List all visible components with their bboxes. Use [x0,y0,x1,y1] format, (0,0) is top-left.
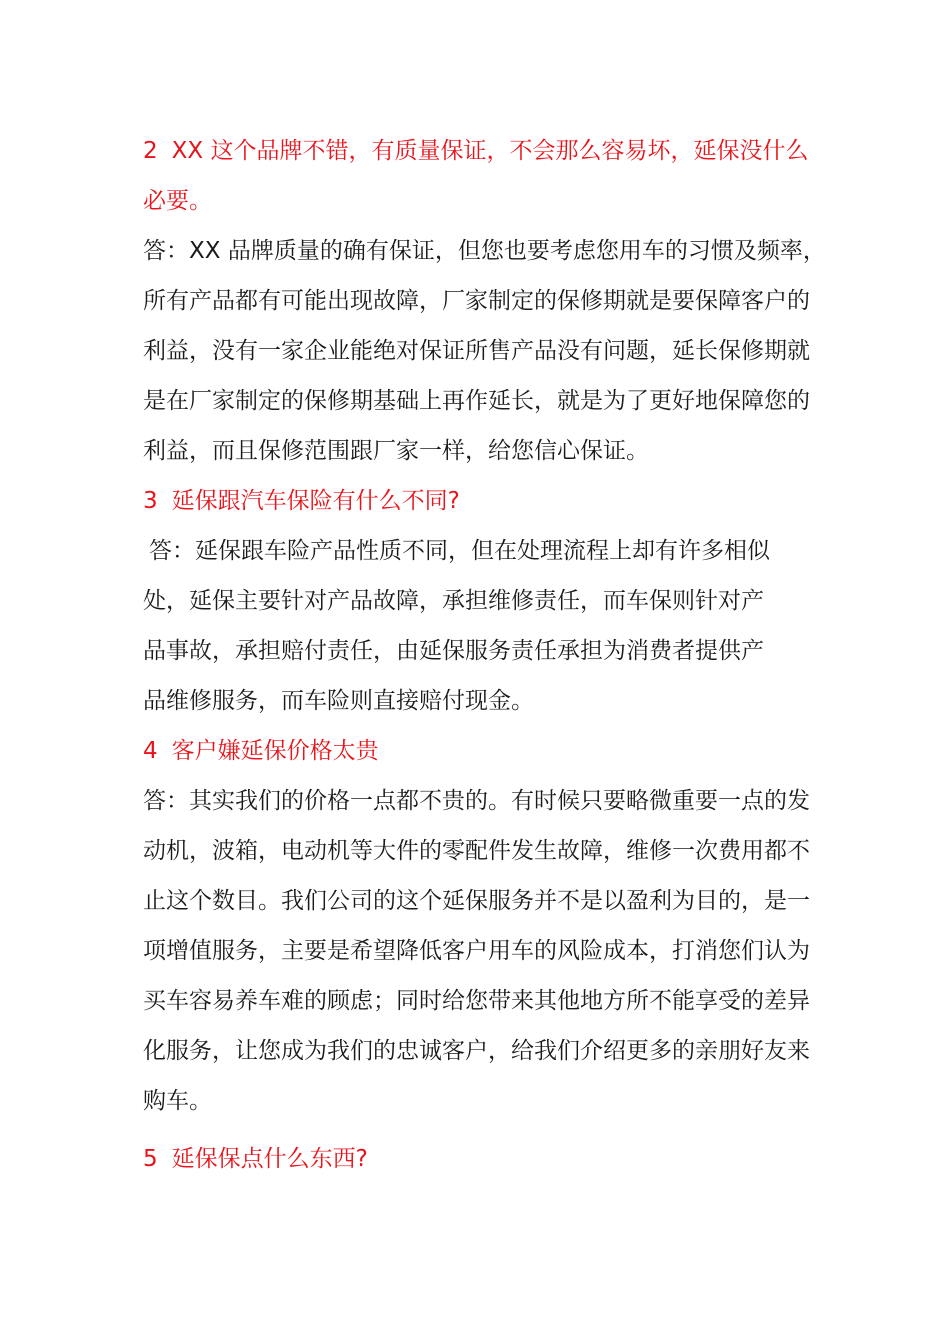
answer-2-line-5: 利益，而且保修范围跟厂家一样，给您信心保证。 [143,438,649,464]
answer-3-line-4: 品维修服务，而车险则直接赔付现金。 [143,688,534,714]
question-5 [143,1134,803,1184]
document-page [143,126,826,1184]
answer-3-line-2: 处，延保主要针对产品故障，承担维修责任，而车保则针对产 [143,588,764,614]
answer-4-line-5: 买车容易养车难的顾虑；同时给您带来其他地方所不能享受的差异 [143,988,810,1014]
question-2-line-1 [143,126,809,176]
question-3-number: 3 [143,488,158,514]
answer-4-line-4: 项增值服务，主要是希望降低客户用车的风险成本，打消您们认为 [143,938,810,964]
answer-4-line-6: 化服务，让您成为我们的忠诚客户，给我们介绍更多的亲朋好友来 [143,1038,810,1064]
question-3 [143,476,803,526]
answer-2-line-2: 所有产品都有可能出现故障，厂家制定的保修期就是要保障客户的 [143,288,810,314]
answer-3-line-3: 品事故，承担赔付责任，由延保服务责任承担为消费者提供产 [143,638,764,664]
question-5-number: 5 [143,1146,158,1172]
answer-4-line-2: 动机，波箱，电动机等大件的零配件发生故障，维修一次费用都不 [143,838,810,864]
question-2-text: XX 这个品牌不错，有质量保证，不会那么容易坏，延保没什么 [171,138,809,164]
question-4-text: 客户嫌延保价格太贵 [171,738,379,764]
question-3-text: 延保跟汽车保险有什么不同? [171,488,460,514]
answer-4-line-3: 止这个数目。我们公司的这个延保服务并不是以盈利为目的，是一 [143,888,810,914]
answer-2-line-3: 利益，没有一家企业能绝对保证所售产品没有问题，延长保修期就 [143,338,810,364]
question-4-number: 4 [143,738,158,764]
question-4 [143,726,803,776]
question-2-number: 2 [143,138,158,164]
answer-2-line-4: 是在厂家制定的保修期基础上再作延长，就是为了更好地保障您的 [143,388,810,414]
answer-4-line-7: 购车。 [143,1088,212,1114]
answer-3-line-1: 答：延保跟车险产品性质不同，但在处理流程上却有许多相似 [149,538,770,564]
question-2-line-2: 必要。 [143,188,212,214]
answer-4-line-1: 答：其实我们的价格一点都不贵的。有时候只要略微重要一点的发 [143,788,810,814]
answer-2-line-1: 答：XX 品牌质量的确有保证，但您也要考虑您用车的习惯及频率， [143,238,826,264]
question-5-text: 延保保点什么东西? [171,1146,368,1172]
